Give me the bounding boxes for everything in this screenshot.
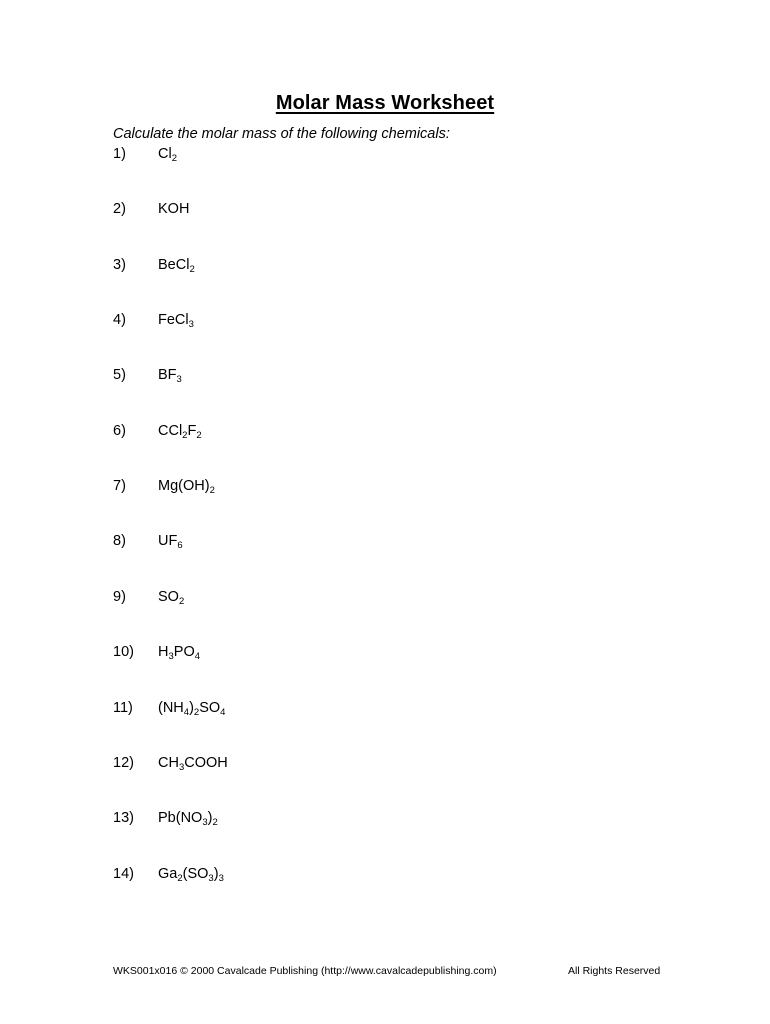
problem-number: 2) [113,201,126,218]
problem-number: 4) [113,312,126,329]
problem-number: 12) [113,754,134,771]
problem-item [0,755,770,777]
problem-item [0,644,770,666]
formula-subscript: 2 [182,429,188,441]
problem-item [0,533,770,555]
formula-subscript: 2 [196,429,202,441]
chemical-formula [158,423,202,439]
formula-text: CH [158,754,179,771]
formula-subscript: 2 [212,817,218,829]
problem-item [0,478,770,500]
chemical-formula [158,533,183,552]
chemical-formula [158,810,218,829]
formula-subscript: 3 [178,761,185,773]
formula-text: ) [213,865,219,882]
footer-rights: All Rights Reserved [568,965,661,977]
formula-subscript: 2 [193,706,200,718]
problem-number: 7) [113,478,126,495]
problem-item [0,201,770,223]
formula-text: FeCl [158,312,189,329]
problem-item [0,700,770,722]
chemical-formula [158,700,225,716]
formula-text: BeCl [158,256,190,273]
formula-subscript: 2 [171,153,177,164]
formula-text: ) [189,699,194,716]
formula-subscript: 2 [178,595,185,607]
formula-subscript: 4 [220,706,226,718]
formula-text: SO [158,588,179,605]
problem-number: 10) [113,644,134,661]
problem-number: 6) [113,422,126,439]
chemical-formula [158,367,182,386]
footer-copyright: WKS001x016 © 2000 Cavalcade Publishing (http://www.cavalcadepublishing.com) [113,965,497,977]
problem-item [0,423,770,445]
problem-number: 11) [113,699,133,716]
formula-text: (SO [182,865,209,882]
formula-text: CCl [158,422,183,439]
formula-text: KOH [158,201,190,218]
formula-subscript: 3 [208,872,214,884]
problem-item [0,367,770,389]
formula-text: Ga [158,865,178,882]
problem-item [0,146,770,168]
formula-subscript: 6 [177,540,183,552]
chemical-formula [158,201,189,217]
formula-text: BF [158,367,177,384]
formula-subscript: 3 [188,319,194,331]
problem-number: 1) [113,146,126,162]
chemical-formula [158,146,177,162]
chemical-formula [158,478,215,497]
formula-subscript: 3 [176,374,182,386]
problem-item [0,257,770,279]
formula-subscript: 2 [177,872,183,884]
formula-subscript: 3 [168,651,174,663]
problem-item [0,866,770,888]
problem-item [0,589,770,611]
formula-text: H [158,644,169,661]
formula-text: UF [158,533,178,550]
chemical-formula [158,589,184,605]
problem-number: 8) [113,533,126,550]
problem-number: 9) [113,588,126,605]
formula-text: Pb(NO [158,810,203,827]
worksheet-title: Molar Mass Worksheet [275,92,495,114]
chemical-formula [158,644,201,663]
formula-subscript: 3 [202,817,208,829]
formula-subscript: 4 [194,651,201,663]
formula-subscript: 4 [183,706,190,718]
problem-number: 14) [113,865,134,882]
formula-subscript: 3 [218,872,224,884]
formula-text: PO [173,644,195,661]
formula-text: COOH [184,754,228,771]
formula-text: ) [207,810,213,827]
problem-number: 3) [113,256,126,273]
problem-item [0,312,770,334]
formula-text: Cl [158,146,172,162]
problem-number: 5) [113,367,126,384]
chemical-formula [158,312,194,331]
formula-subscript: 2 [189,263,195,275]
chemical-formula [158,257,195,273]
problem-item [0,810,770,832]
chemical-formula [158,866,224,882]
formula-text: Mg(OH) [158,478,210,495]
problem-number: 13) [113,810,134,827]
formula-subscript: 2 [209,485,215,497]
formula-text: SO [199,699,221,716]
worksheet-instructions: Calculate the molar mass of the following chemicals: [113,126,450,142]
chemical-formula [158,755,228,771]
formula-text: F [187,422,197,439]
formula-text: (NH [158,699,184,716]
